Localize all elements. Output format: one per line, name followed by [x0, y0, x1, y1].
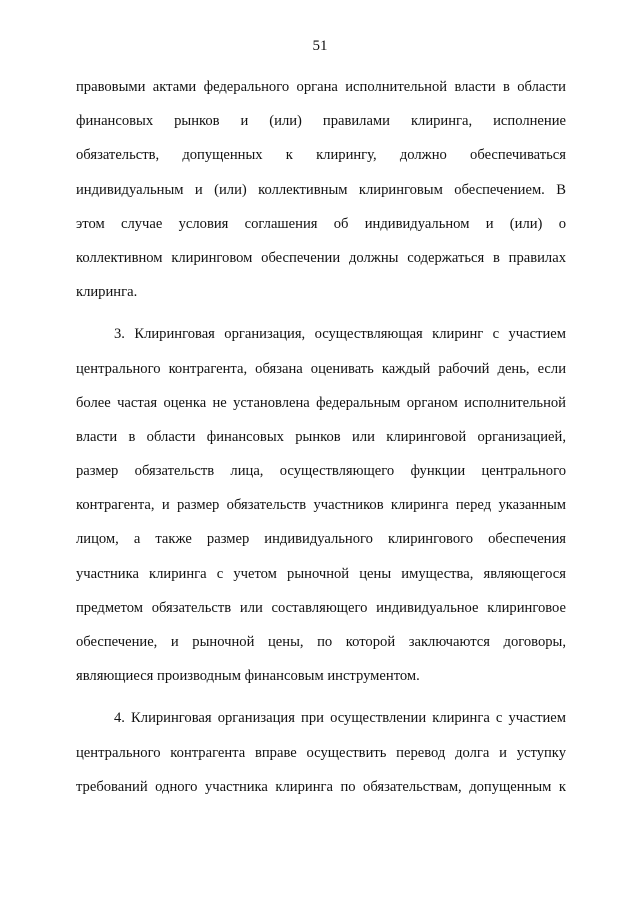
paragraph-continuation — [76, 70, 566, 309]
text-line: 3. Клиринговая организация, осуществляющая клиринг с участием — [114, 326, 566, 343]
text-line: центрального контрагента, обязана оценивать каждый рабочий день, если — [76, 360, 566, 377]
text-line: контрагента, и размер обязательств участников клиринга перед указанным — [76, 497, 566, 514]
text-line: центрального контрагента вправе осуществить перевод долга и уступку — [76, 744, 566, 761]
text-line: лицом, а также размер индивидуального клирингового обеспечения — [76, 531, 566, 548]
paragraph-gap — [76, 309, 566, 317]
text-line: клиринга. — [76, 284, 138, 301]
text-line: коллективном клиринговом обеспечении должны содержаться в правилах — [76, 249, 566, 266]
text-line: власти в области финансовых рынков или клиринговой организацией, — [76, 428, 566, 445]
text-line: размер обязательств лица, осуществляющего функции центрального — [76, 463, 566, 480]
text-line: правовыми актами федерального органа исполнительной власти в области — [76, 79, 566, 95]
paragraph-3 — [76, 317, 566, 693]
text-line: этом случае условия соглашения об индивидуальном и (или) о — [76, 215, 566, 232]
text-line: являющиеся производным финансовым инструментом. — [76, 668, 420, 685]
page-number: 51 — [312, 38, 328, 54]
text-line: предметом обязательств или составляющего индивидуальное клиринговое — [76, 599, 566, 616]
paragraph-4 — [76, 701, 566, 804]
text-line: индивидуальным и (или) коллективным клиринговым обеспечением. В — [76, 181, 566, 198]
document-body — [76, 70, 566, 804]
text-line: обязательств, допущенных к клирингу, должно обеспечиваться — [76, 147, 566, 164]
text-line: 4. Клиринговая организация при осуществлении клиринга с участием — [114, 710, 566, 727]
text-line: более частая оценка не установлена федеральным органом исполнительной — [76, 394, 566, 411]
text-line: обеспечение, и рыночной цены, по которой заключаются договоры, — [76, 634, 566, 650]
text-line: участника клиринга с учетом рыночной цены имущества, являющегося — [76, 565, 566, 582]
paragraph-gap — [76, 693, 566, 701]
text-line: требований одного участника клиринга по обязательствам, допущенным к — [76, 778, 566, 795]
text-line: финансовых рынков и (или) правилами клиринга, исполнение — [76, 113, 566, 130]
